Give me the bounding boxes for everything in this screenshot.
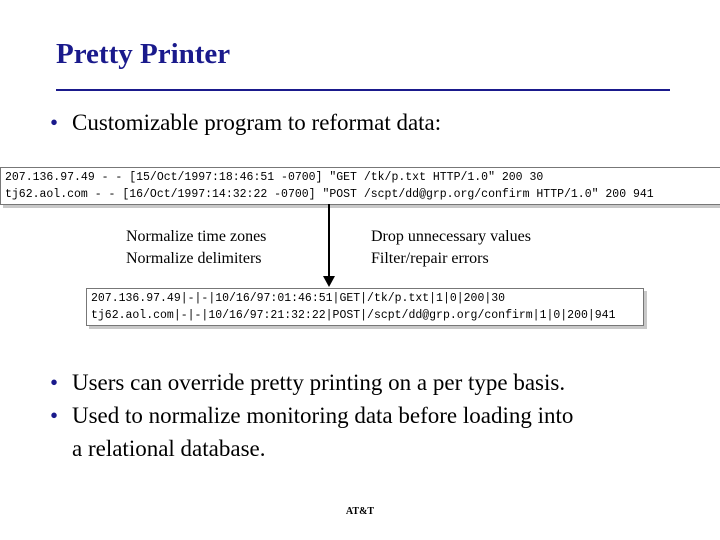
bullet-override — [50, 366, 565, 399]
raw-log-box — [0, 167, 720, 205]
bullet-text: Customizable program to reformat data: — [72, 110, 442, 135]
arrow-shaft — [328, 204, 330, 278]
bullet-icon: • — [50, 110, 59, 135]
slide-title: Pretty Printer — [56, 38, 231, 70]
arrow-down-icon — [323, 276, 335, 287]
notes-right — [371, 226, 531, 270]
note-item: Normalize time zones — [126, 228, 267, 245]
bullet-customizable — [50, 106, 441, 139]
bullet-text: Used to normalize monitoring data before loading into — [72, 403, 574, 428]
notes-left — [126, 226, 266, 270]
bullet-text-continued: a relational database. — [72, 436, 266, 461]
title-underline — [56, 89, 670, 91]
formatted-log-box — [86, 288, 644, 326]
note-item: Normalize delimiters — [126, 250, 262, 267]
bullet-text: Users can override pretty printing on a per type basis. — [72, 370, 566, 395]
bullet-icon: • — [50, 403, 59, 428]
note-item: Filter/repair errors — [371, 250, 489, 267]
footer-company: AT&T — [345, 506, 375, 517]
raw-log-line: tj62.aol.com - - [16/Oct/1997:14:32:22 -0700] "POST /scpt/dd@grp.org/confirm HTTP/1.0" 200 941 — [5, 188, 654, 201]
bullet-icon: • — [50, 370, 59, 395]
raw-log-line: 207.136.97.49 - - [15/Oct/1997:18:46:51 -0700] "GET /tk/p.txt HTTP/1.0" 200 30 — [5, 171, 544, 184]
formatted-log-line: tj62.aol.com|-|-|10/16/97:21:32:22|POST|/scpt/dd@grp.org/confirm|1|0|200|941 — [91, 309, 616, 322]
note-item: Drop unnecessary values — [371, 228, 531, 245]
bullet-normalize — [50, 399, 573, 465]
formatted-log-line: 207.136.97.49|-|-|10/16/97:01:46:51|GET|/tk/p.txt|1|0|200|30 — [91, 292, 506, 305]
